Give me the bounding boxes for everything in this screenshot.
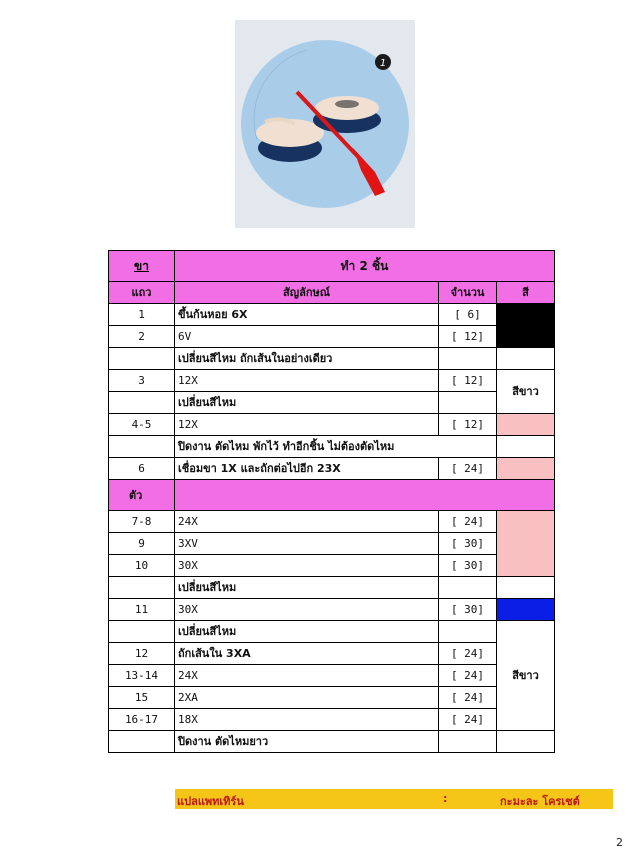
row-symbol: 2XA <box>175 687 439 709</box>
table-row <box>109 555 555 577</box>
table-row <box>109 304 555 326</box>
row-symbol: 30X <box>175 555 439 577</box>
row-count <box>439 577 497 599</box>
table-row <box>109 533 555 555</box>
color-cell-empty <box>497 436 555 458</box>
row-number <box>109 436 175 458</box>
table-row <box>109 326 555 348</box>
amigurumi-photo <box>235 20 415 228</box>
color-label-white: สีขาว <box>497 370 555 414</box>
row-number <box>109 731 175 753</box>
row-number: 3 <box>109 370 175 392</box>
row-symbol: ขึ้นก้นหอย 6X <box>175 304 439 326</box>
section-legs-title: ขา <box>109 251 175 282</box>
row-symbol: 18X <box>175 709 439 731</box>
page-number: 2 <box>616 836 623 849</box>
color-label-white: สีขาว <box>497 621 555 731</box>
row-count <box>439 621 497 643</box>
color-swatch-light-pink <box>497 458 555 480</box>
step-badge-label: 1 <box>379 58 387 69</box>
row-symbol: 12X <box>175 414 439 436</box>
row-count: [ 30] <box>439 533 497 555</box>
row-symbol: เปลี่ยนสีไหม ถักเส้นในอย่างเดียว <box>175 348 439 370</box>
row-number: 10 <box>109 555 175 577</box>
row-number: 2 <box>109 326 175 348</box>
table-row <box>109 709 555 731</box>
make-two-pieces-title: ทำ 2 ชิ้น <box>175 251 555 282</box>
row-count: [ 30] <box>439 599 497 621</box>
row-number: 4-5 <box>109 414 175 436</box>
row-number: 1 <box>109 304 175 326</box>
section-body-bar <box>175 480 555 511</box>
table-row <box>109 348 555 370</box>
translator-name: กะมะละ โครเชต์ <box>500 795 580 808</box>
header-count: จำนวน <box>439 282 497 304</box>
table-row <box>109 687 555 709</box>
row-count: [ 24] <box>439 687 497 709</box>
row-symbol: ถักเส้นใน 3XA <box>175 643 439 665</box>
row-count: [ 24] <box>439 709 497 731</box>
row-number: 11 <box>109 599 175 621</box>
row-count: [ 24] <box>439 665 497 687</box>
table-row <box>109 643 555 665</box>
table-row <box>109 621 555 643</box>
row-count <box>439 392 497 414</box>
color-swatch-light-pink <box>497 511 555 577</box>
row-count: [ 30] <box>439 555 497 577</box>
row-number: 7-8 <box>109 511 175 533</box>
row-symbol: 24X <box>175 511 439 533</box>
row-number <box>109 392 175 414</box>
section-body-title: ตัว <box>109 480 175 511</box>
crochet-photo-illustration <box>235 20 415 228</box>
row-symbol: 30X <box>175 599 439 621</box>
color-cell-empty <box>497 731 555 753</box>
color-swatch-light-pink <box>497 414 555 436</box>
color-swatch-black <box>497 304 555 348</box>
row-number: 6 <box>109 458 175 480</box>
row-count: [ 12] <box>439 370 497 392</box>
table-row <box>109 665 555 687</box>
row-count: [ 24] <box>439 458 497 480</box>
row-symbol: เปลี่ยนสีไหม <box>175 621 439 643</box>
row-count: [ 12] <box>439 414 497 436</box>
credit-colon: : <box>443 792 448 805</box>
row-count: [ 24] <box>439 643 497 665</box>
row-number: 16-17 <box>109 709 175 731</box>
translator-credit-bar <box>175 789 613 809</box>
row-symbol: ปิดงาน ตัดไหม พักไว้ ทำอีกชิ้น ไม่ต้องตัดไหม <box>175 436 497 458</box>
table-row <box>109 414 555 436</box>
row-count: [ 24] <box>439 511 497 533</box>
row-count: [ 6] <box>439 304 497 326</box>
header-row: แถว <box>109 282 175 304</box>
row-count <box>439 348 497 370</box>
row-symbol: 3XV <box>175 533 439 555</box>
table-row <box>109 370 555 392</box>
header-symbol: สัญลักษณ์ <box>175 282 439 304</box>
row-number: 15 <box>109 687 175 709</box>
row-symbol: เปลี่ยนสีไหม <box>175 392 439 414</box>
row-symbol: เชื่อมขา 1X และถักต่อไปอีก 23X <box>175 458 439 480</box>
color-swatch-blue <box>497 599 555 621</box>
row-symbol: 24X <box>175 665 439 687</box>
translator-label: แปลแพทเทิร์น <box>177 795 244 808</box>
table-row <box>109 392 555 414</box>
row-symbol: 12X <box>175 370 439 392</box>
row-symbol: เปลี่ยนสีไหม <box>175 577 439 599</box>
table-row <box>109 511 555 533</box>
table-row <box>109 577 555 599</box>
row-number: 9 <box>109 533 175 555</box>
row-symbol: 6V <box>175 326 439 348</box>
color-cell-empty <box>497 348 555 370</box>
crochet-pattern-table <box>108 250 555 753</box>
header-color: สี <box>497 282 555 304</box>
table-row <box>109 599 555 621</box>
row-count <box>439 731 497 753</box>
row-number <box>109 621 175 643</box>
row-number <box>109 348 175 370</box>
row-number: 12 <box>109 643 175 665</box>
table-row <box>109 458 555 480</box>
table-row <box>109 436 555 458</box>
row-number: 13-14 <box>109 665 175 687</box>
row-symbol: ปิดงาน ตัดไหมยาว <box>175 731 439 753</box>
row-number <box>109 577 175 599</box>
row-count: [ 12] <box>439 326 497 348</box>
table-row <box>109 731 555 753</box>
color-cell-empty <box>497 577 555 599</box>
